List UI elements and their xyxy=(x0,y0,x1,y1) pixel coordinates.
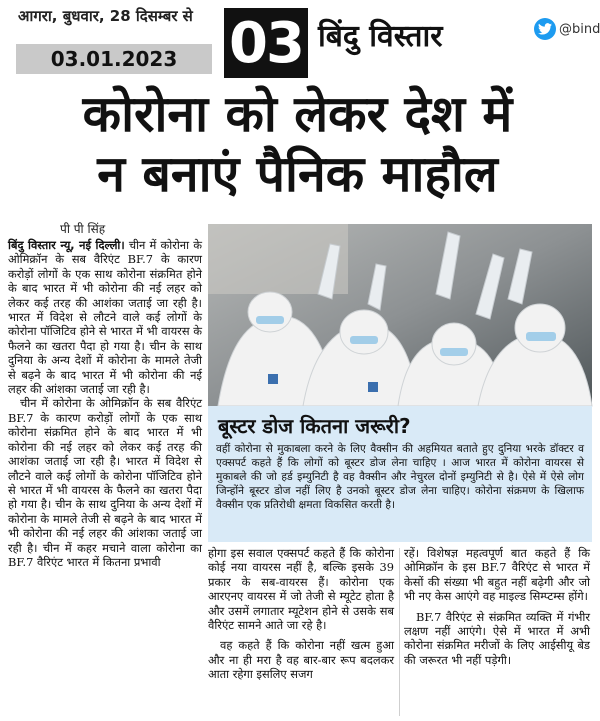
dateline-lead: बिंदु विस्तार न्यू, नई दिल्ली। xyxy=(8,238,125,252)
booster-box-text: वहीं कोरोना से मुकाबला करने के लिए वैक्सीन की अहमियत बताते हुए दुनिया भरके डॉक्टर व एक्सपर्ट कहते हैं कि लोगों को बूस्टर डोज लेना चाहिए । आज भारत में कोरोना वायरस से मुकाबले की जो हर्ड इम्युनिटी है वह वैक्सीन और नेचुरल दोनों इम्युनिटी से है। ऐसे में ऐसे लोग जिन्होंने बूस्टर डोज नहीं लिए है उनको बूस्टर डोज लेना चाहिए। कोरोना संक्रमण के खिलाफ वैक्सीन एक प्रतिरोधी क्षमता विकसित करती है। xyxy=(216,443,584,511)
dateline: आगरा, बुधवार, 28 दिसम्बर से xyxy=(18,7,193,25)
issue-date: 03.01.2023 xyxy=(16,44,212,74)
page-number: 03 xyxy=(224,8,308,78)
article-column-right xyxy=(404,546,590,667)
article-paragraph: BF.7 वैरिएंट से संक्रमित व्यक्ति में गंभीर लक्षण नहीं आएंगे। ऐसे में भारत में अभी कोरोना संक्रमित मरीजों के लिए आईसीयू बेड की जरूरत भी नहीं पड़ेगी। xyxy=(404,609,590,667)
article-paragraph: चीन में कोरोना के ओमिक्रॉन के सब वैरिएंट BF.7 के कारण करोड़ों लोगों के एक साथ कोरोना संक्रमित होने के बाद भारत में भी कोरोना की नई लहर को लेकर कई तरह की आशंका जताई जा रही है। भारत में विदेश से लौटने वाले कई लोगों के कोरोना पॉजिटिव होने से भारत में भी वायरस के फैलने का खतरा पैदा हो गया है। चीन के साथ दुनिया के अन्य देशों में कोरोना के मामले तेजी से बढ़ने के बाद भारत में भी कोरोना की नई लहर की आंशका जताई जा रही है। चीन में कहर मचाने वाला कोरोना का BF.7 वैरिएंट भारत में कितना प्रभावी xyxy=(8,396,202,569)
article-column-middle xyxy=(208,546,394,682)
article-paragraph: रहें। विशेषज्ञ महत्वपूर्ण बात कहते हैं कि ओमिक्रॉन के इस BF.7 वैरिएंट से भारत में केसों की संख्या भी बहुत नहीं बढ़ेगी और जो भी नए केस आएंगे वह माइल्ड सिम्प्टम्स होंगे। xyxy=(404,546,590,604)
booster-box-title: बूस्टर डोज कितना जरूरी? xyxy=(218,414,411,438)
article-paragraph: होगा इस सवाल एक्सपर्ट कहते हैं कि कोरोना कोई नया वायरस नहीं है, बल्कि इसके 39 प्रकार के सब-वायरस हैं। कोरोना एक आरएनए वायरस में जो तेजी से म्यूटेट होता है और उसमें लगातार म्यूटेशन होने से उसके सब वैरिएंट सामने आते जा रहे है। xyxy=(208,546,394,633)
twitter-icon xyxy=(534,18,556,40)
headline-line-2: न बनाएं पैनिक माहौल xyxy=(97,145,498,203)
headline xyxy=(0,84,595,204)
health-workers-photo xyxy=(208,224,592,406)
article-column-left xyxy=(8,238,202,569)
byline: पी पी सिंह xyxy=(60,222,106,236)
column-divider xyxy=(399,548,400,716)
social-handle: @bind xyxy=(559,21,600,37)
social-handle-group xyxy=(534,18,600,40)
article-paragraph xyxy=(8,238,202,396)
article-photo xyxy=(208,224,592,406)
masthead xyxy=(0,0,600,80)
section-title: बिंदु विस्तार xyxy=(318,19,443,54)
paragraph-text: चीन में कोरोना के ओमिक्रॉन के सब वैरिएंट BF.7 के कारण करोड़ों लोगों के एक साथ कोरोना संक्रमित होने के बाद भारत में भी कोरोना की नई लहर को लेकर कई तरह की आशंका जताई जा रही है। भारत में विदेश से लौटने वाले कई लोगों के कोरोना पॉजिटिव होने से भारत में भी वायरस के फैलने का खतरा पैदा हो गया है। चीन के साथ दुनिया के अन्य देशों में कोरोना के मामले तेजी से बढ़ने के बाद भारत में भी कोरोना की नई लहर की आंशका जताई जा रही है। xyxy=(8,238,202,397)
booster-dose-box xyxy=(208,406,592,542)
headline-line-1: कोरोना को लेकर देश में xyxy=(82,85,513,143)
article-paragraph: वह कहते हैं कि कोरोना नहीं खत्म हुआ और ना ही मरा है वह बार-बार रूप बदलकर आता रहेगा इसलिए सजग xyxy=(208,638,394,682)
